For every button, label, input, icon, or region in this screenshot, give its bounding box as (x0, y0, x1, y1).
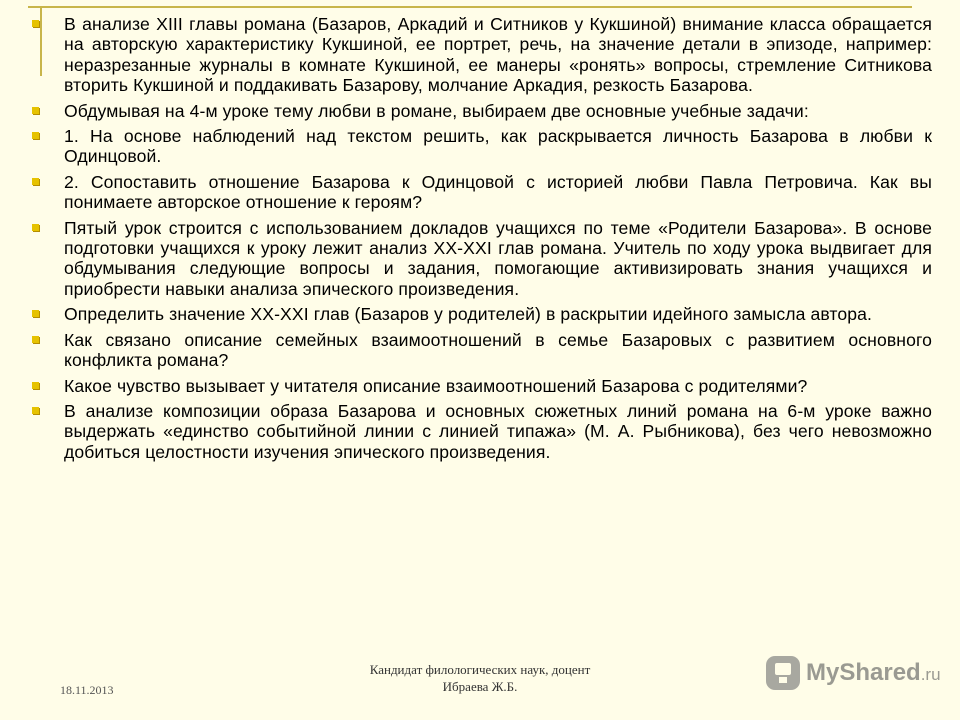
footer-date: 18.11.2013 (60, 683, 114, 697)
list-item (30, 172, 932, 213)
list-item-text: В анализе XIII главы романа (Базаров, Аркадий и Ситников у Кукшиной) внимание класса обращается на авторскую характеристику Кукшиной, ее портрет, речь, на значение детали в эпизоде, например: неразрезанные журналы в комнате Кукшиной, ее манеры «ронять» вопросы, стремление Ситникова вторить Кукшиной и поддакивать Базарову, молчание Аркадия, резкость Базарова. (64, 14, 932, 96)
list-item (30, 304, 932, 324)
list-item (30, 218, 932, 300)
list-item (30, 376, 932, 396)
bullet-icon (32, 382, 39, 389)
footer-author (300, 661, 660, 695)
bullet-list (30, 14, 932, 462)
monitor-icon (766, 656, 800, 690)
bullet-icon (32, 178, 39, 185)
list-item-text: Как связано описание семейных взаимоотношений в семье Базаровых с развитием основного конфликта романа? (64, 329, 932, 371)
list-item-text: Определить значение XX-XXI глав (Базаров у родителей) в раскрытии идейного замысла автора. (64, 304, 873, 325)
bullet-icon (32, 20, 39, 27)
list-item-text: 1. На основе наблюдений над текстом решить, как раскрывается личность Базарова в любви к Одинцовой. (64, 126, 932, 167)
bullet-icon (32, 224, 39, 231)
bullet-icon (32, 132, 39, 139)
list-item-text: Обдумывая на 4-м уроке тему любви в романе, выбираем две основные учебные задачи: (64, 100, 809, 121)
logo-suffix: .ru (920, 665, 941, 684)
footer-author-title: Кандидат филологических наук, доцент (369, 662, 591, 677)
list-item (30, 330, 932, 371)
logo-text (806, 659, 941, 687)
bullet-icon (32, 407, 39, 414)
slide-content (30, 14, 932, 467)
slide-frame-top (28, 6, 912, 8)
list-item (30, 14, 932, 96)
bullet-icon (32, 336, 39, 343)
logo-name: MyShared (806, 659, 921, 686)
footer-author-name: Ибраева Ж.Б. (442, 679, 518, 694)
myshared-logo[interactable] (766, 656, 941, 690)
list-item (30, 401, 932, 462)
list-item-text: В анализе композиции образа Базарова и основных сюжетных линий романа на 6-м уроке важно выдержать «единство событийной линии с линией типажа» (М. А. Рыбникова), без чего невозможно добиться целостности изучения эпического произведения. (64, 400, 932, 462)
list-item-text: 2. Сопоставить отношение Базарова к Одинцовой с историей любви Павла Петровича. Как вы понимаете авторское отношение к героям? (64, 171, 932, 213)
list-item-text: Пятый урок строится с использованием докладов учащихся по теме «Родители Базарова». В основе подготовки учащихся к уроку лежит анализ XX-XXI глав романа. Учитель по ходу урока выдвигает для обдумывания следующие вопросы и задания, помогающие активизировать знания учащихся и приобрести навыки анализа эпического произведения. (64, 217, 932, 299)
list-item (30, 126, 932, 167)
list-item-text: Какое чувство вызывает у читателя описание взаимоотношений Базарова с родителями? (64, 375, 808, 396)
list-item (30, 101, 932, 121)
bullet-icon (32, 107, 39, 114)
bullet-icon (32, 310, 39, 317)
